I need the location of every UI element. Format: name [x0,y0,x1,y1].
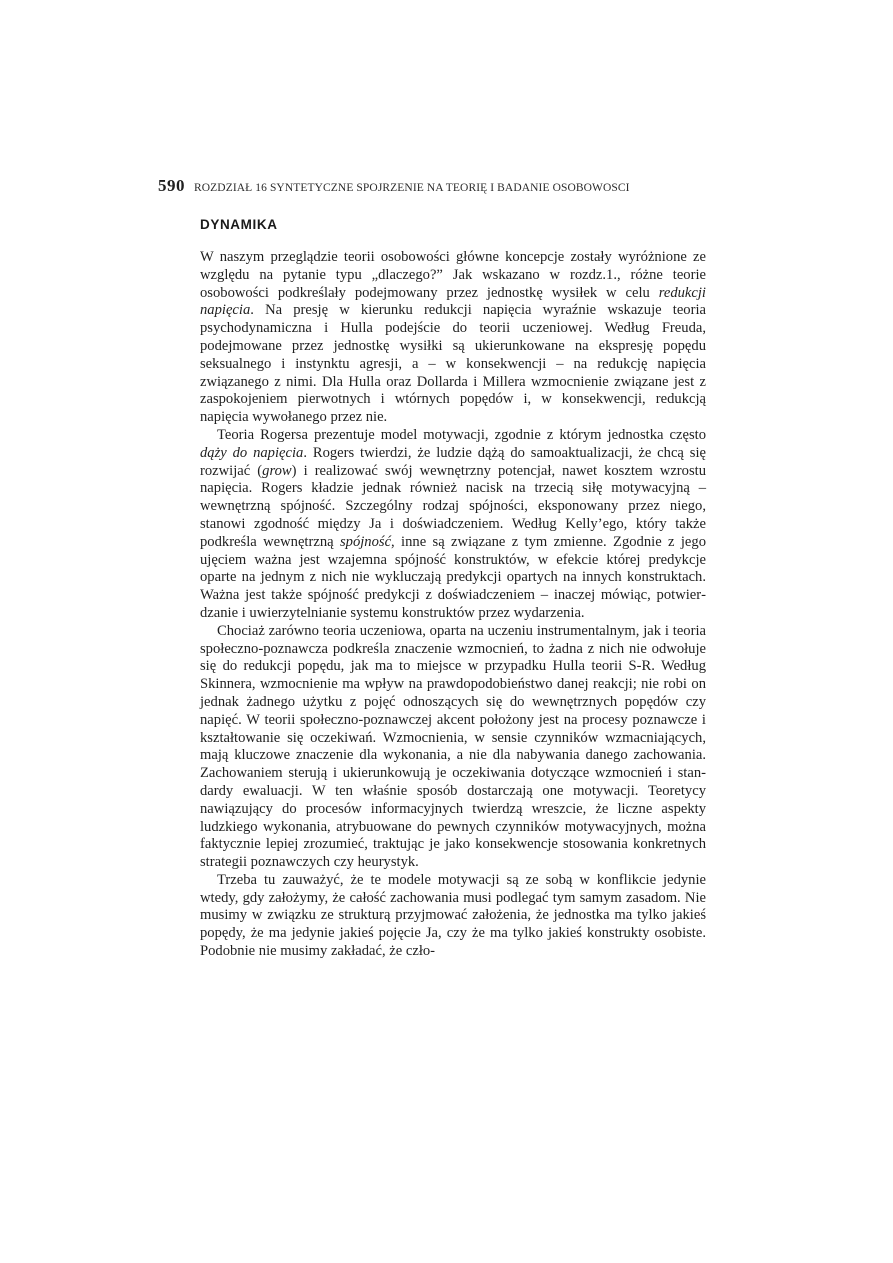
paragraph [200,249,706,427]
section-heading: DYNAMIKA [200,217,278,232]
paragraph-text: Teoria Rogersa prezentuje model motywacji, zgodnie z którym jednostka często [217,426,706,443]
paragraph [200,427,706,623]
paragraph-text: Chociaż zarówno teoria uczeniowa, oparta na uczeniu instrumentalnym, jak i teoria społeczno-poznawcza podkreśla znaczenie wzmocnień, to żadna z nich nie odwołuje się do redukcji popędu, jak ma to miejsce w przypadku Hulla teorii S-R. Według Skinnera, wzmocnienie ma wpływ na prawdopodobieństwo danej reakcji; nie robi on jednak żadnego użytku z pojęć odnoszących się do wewnętrznych popędów czy napięć. W teorii społeczno-poznawczej akcent położony jest na procesy poznawcze i kształtowanie się oczekiwań. Wzmocnienia, w sensie czynników wzmacniających, mają kluczowe znaczenie dla wykonania, a nie dla nabywania danego zachowania. Zachowaniem sterują i ukierunkowują je oczekiwania dotyczące wzmocnień i standardy ewaluacji. W ten właśnie sposób dostarczają one motywacji. Teoretycy nawiązujący do procesów informacyjnych twierdzą wreszcie, że liczne aspekty ludzkiego wykonania, atrybuowane do pewnych czynników motywacyjnych, można faktycznie lepiej zrozumieć, traktując je jako konsekwencje stosowania konkretnych strategii poznawczych czy heurystyk. [200,622,706,871]
emphasized-term: redukcji napięcia [200,284,706,319]
page-number: 590 [158,176,185,195]
running-head [158,176,718,196]
emphasized-term: spójność [339,533,392,550]
paragraph [200,872,706,961]
paragraph-text: . Na presję w kierunku redukcji napięcia wyraźnie wskazuje teoria psychodynamiczna i Hulla podejście do teorii uczeniowej. Według Freuda, podejmowane przez jednostkę wysiłki są ukierunkowane na ekspresję popędu seksualnego i instynktu agresji, a – w konsekwencji – na redukcję napięcia związanego z nimi. Dla Hulla oraz Dollarda i Millera wzmocnienie związane jest z zaspokojeniem pierwotnych i wtórnych popędów i, w konsekwencji, redukcją napięcia wywołanego przez nie. [200,302,706,426]
paragraph-text: . Rogers twierdzi, że ludzie dążą do samoaktualizacji, że chcą się rozwijać ( [200,444,706,479]
paragraph [200,623,706,872]
paragraph-text: ) i realizować swój wewnętrzny potencjał, nawet kosztem wzrostu napięcia. Rogers kładzie jednak również nacisk na trzecią siłę motywacyjną – wewnętrzną spójność. Szczególny rodzaj spójności, eksponowany przez niego, stanowi zgodność między Ja i doświadczeniem. Według Kelly’ego, który także podkreśla wewnętrzną [200,462,706,550]
paragraph-text: Trzeba tu zauważyć, że te modele motywacji są ze sobą w konflikcie jedynie wtedy, gdy założymy, że całość zachowania musi podlegać tym samym zasadom. Nie musimy w związku ze strukturą przyjmować założenia, że jednostka ma tylko jakieś popędy, że ma jedynie jakieś pojęcie Ja, czy że ma tylko jakieś konstrukty osobiste. Podobnie nie musimy zakładać, że czło- [200,871,706,960]
emphasized-term: dąży do napięcia [200,444,304,461]
chapter-title: ROZDZIAŁ 16 SYNTETYCZNE SPOJRZENIE NA TEORIĘ I BADANIE OSOBOWOSCI [194,182,630,194]
paragraph-text: , inne są związane z tym zmienne. Zgodnie z jego ujęciem ważna jest wzajemna spójność konstruktów, w efekcie której predykcje oparte na jednym z nich nie wykluczają predykcji opartych na innych konstruktach. Ważna jest także spójność predykcji z doświadczeniem – inaczej mówiąc, potwierdzanie i uwierzytelnianie systemu konstruktów przez wydarzenia. [200,533,707,621]
body-text [200,249,706,961]
emphasized-term: grow [262,462,292,479]
paragraph-text: W naszym przeglądzie teorii osobowości główne koncepcje zostały wyróżnione ze względu na pytanie typu „dlaczego?” Jak wskazano w rozdz.1., różne teorie osobowości podkreślały podejmowany przez jednostkę wysiłek w celu [200,249,706,301]
